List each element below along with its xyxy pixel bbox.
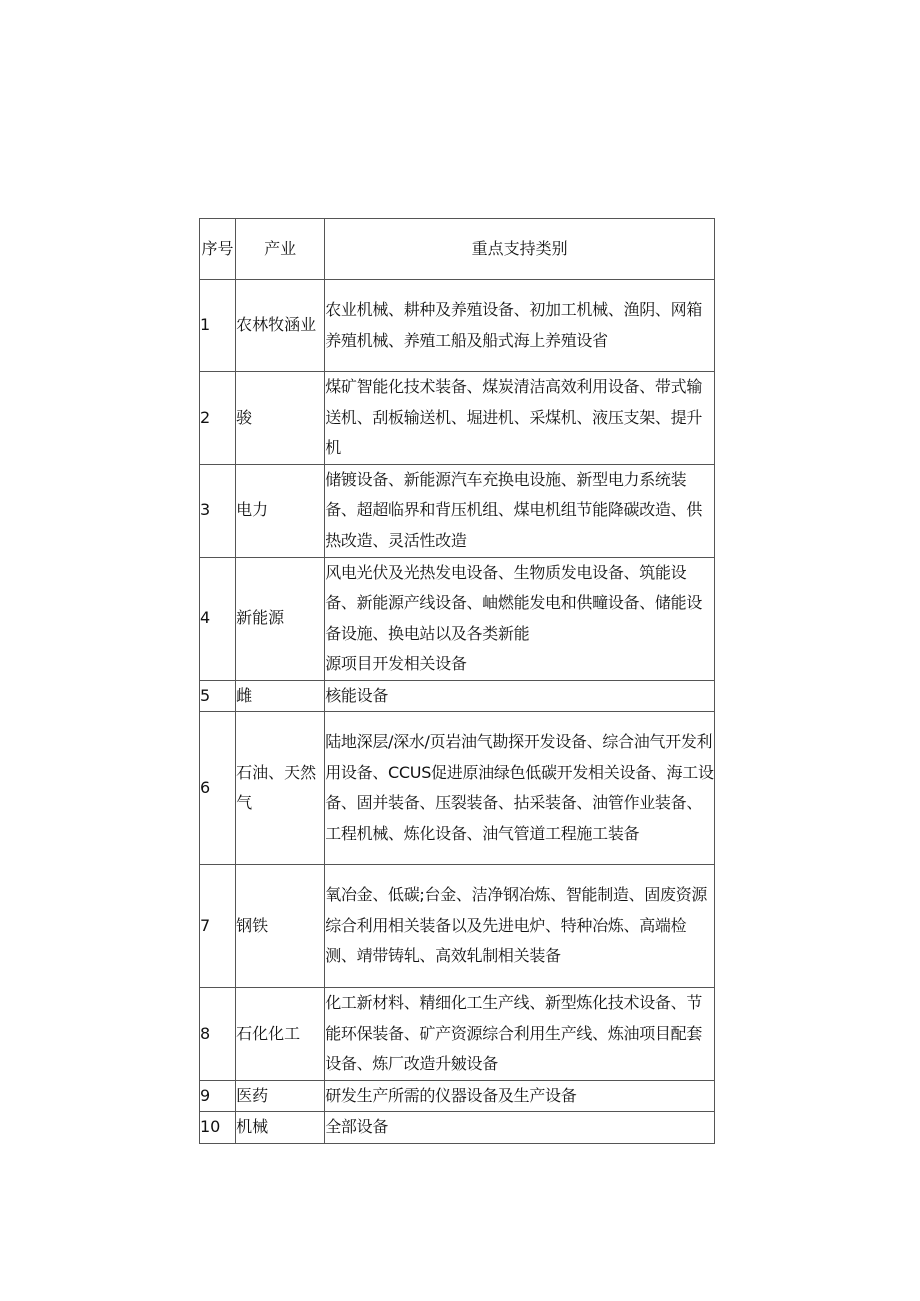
row-seq: 9	[200, 1080, 236, 1112]
table-row	[200, 865, 715, 988]
row-industry: 电力	[236, 464, 325, 557]
row-industry: 新能源	[236, 557, 325, 680]
row-seq: 1	[200, 280, 236, 372]
table-row	[200, 712, 715, 865]
row-category: 陆地深层/深水/页岩油气勘探开发设备、综合油气开发利用设备、CCUS促进原油绿色低碳开发相关设备、海工设备、固并装备、压裂装备、拈采装备、油管作业装备、工程机械、炼化设备、油气管道工程施工装备	[325, 712, 715, 865]
row-category: 农业机械、耕种及养殖设备、初加工机械、渔阴、网箱养殖机械、养殖工船及船式海上养殖设省	[325, 280, 715, 372]
row-industry: 石化化工	[236, 988, 325, 1081]
row-seq: 4	[200, 557, 236, 680]
row-category: 研发生产所需的仪器设备及生产设备	[325, 1080, 715, 1112]
row-seq: 7	[200, 865, 236, 988]
row-seq: 8	[200, 988, 236, 1081]
row-seq: 6	[200, 712, 236, 865]
table-row	[200, 372, 715, 465]
table-row	[200, 464, 715, 557]
industry-support-table	[199, 218, 715, 1144]
row-industry: 机械	[236, 1112, 325, 1144]
row-industry: 钢铁	[236, 865, 325, 988]
header-seq: 序号	[200, 219, 236, 280]
row-industry: 石油、天然气	[236, 712, 325, 865]
table-row	[200, 680, 715, 712]
row-category	[325, 557, 715, 680]
row-seq: 5	[200, 680, 236, 712]
row-industry: 雌	[236, 680, 325, 712]
table-row	[200, 988, 715, 1081]
table-row	[200, 557, 715, 680]
row-seq: 2	[200, 372, 236, 465]
row-industry: 骏	[236, 372, 325, 465]
row-seq: 3	[200, 464, 236, 557]
row-seq: 10	[200, 1112, 236, 1144]
row-category: 氧冶金、低碳;台金、洁净钢冶炼、智能制造、固废资源综合利用相关装备以及先进电炉、特种冶炼、高端检测、靖带铸轧、高效轧制相关装备	[325, 865, 715, 988]
row-industry: 农林牧涵业	[236, 280, 325, 372]
row-industry: 医药	[236, 1080, 325, 1112]
table-row	[200, 1112, 715, 1144]
row-category: 煤矿智能化技术装备、煤炭清洁高效利用设备、带式输送机、刮板输送机、堀进机、采煤机、液压支架、提升机	[325, 372, 715, 465]
row-category: 全部设备	[325, 1112, 715, 1144]
row-category: 化工新材料、精细化工生产线、新型炼化技术设备、节能环保装备、矿产资源综合利用生产线、炼油项目配套设备、炼厂改造升皴设备	[325, 988, 715, 1081]
table-row	[200, 280, 715, 372]
row-category-main: 风电光伏及光热发电设备、生物质发电设备、筑能设备、新能源产线设备、岫燃能发电和供疃设备、储能设备设施、换电站以及各类新能	[325, 562, 703, 643]
row-category: 储镀设备、新能源汽车充换电设施、新型电力系统装备、超超临界和背压机组、煤电机组节能降碳改造、供热改造、灵活性改造	[325, 464, 715, 557]
table-row	[200, 1080, 715, 1112]
table-header-row	[200, 219, 715, 280]
header-industry: 产业	[236, 219, 325, 280]
row-category-continued: 源项目开发相关设备	[325, 654, 467, 673]
row-category: 核能设备	[325, 680, 715, 712]
header-category: 重点支持类别	[325, 219, 715, 280]
